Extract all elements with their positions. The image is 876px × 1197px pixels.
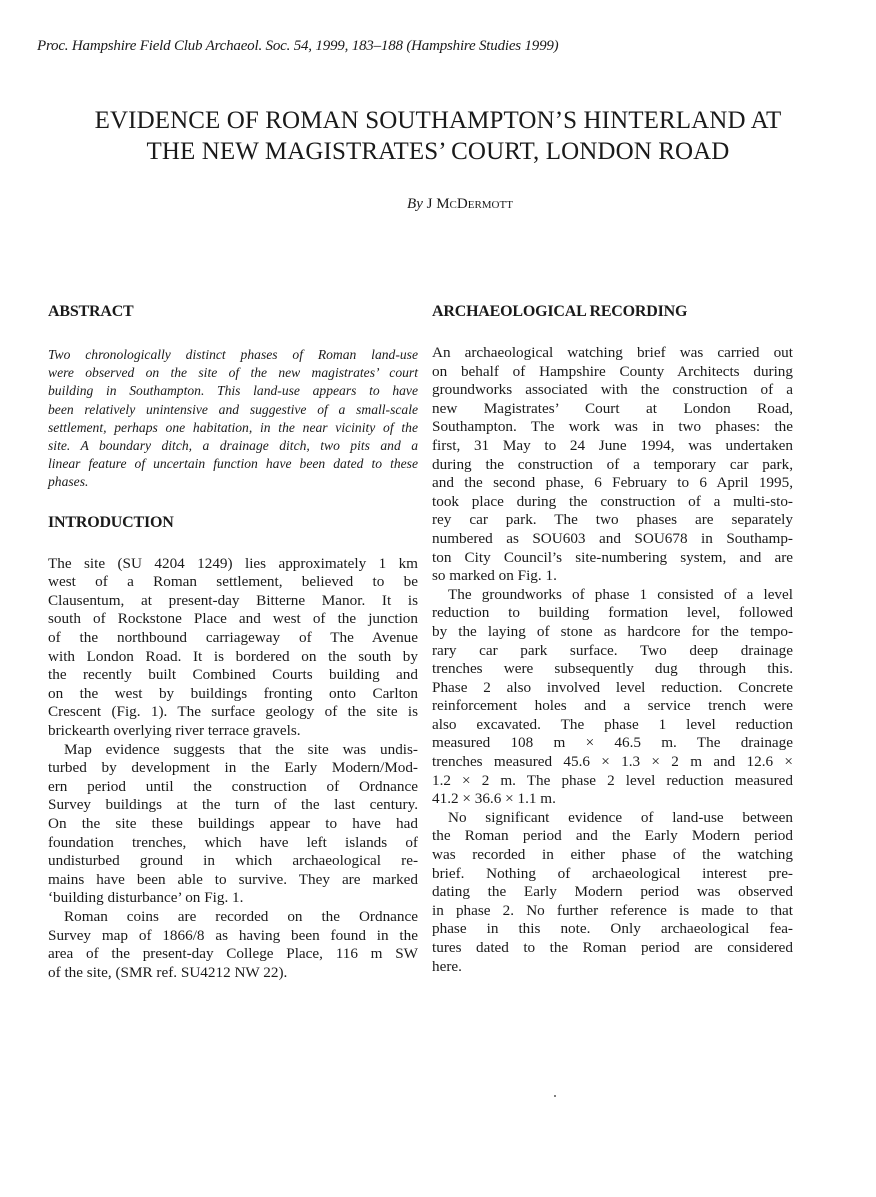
recording-paragraph xyxy=(432,586,793,809)
abstract-line: settlement, perhaps one habitation, in the near vicinity of the xyxy=(48,419,418,435)
text-line: took place during the construction of a multi-sto- xyxy=(432,492,793,510)
text-line: of the northbound carriageway of The Avenue xyxy=(48,629,418,646)
text-line: Survey map of 1866/8 as having been found in the xyxy=(48,926,418,944)
text-line: measured 108 m × 46.5 m. The drainage xyxy=(432,734,793,752)
introduction-paragraph xyxy=(48,741,418,908)
text-line: area of the present-day College Place, 116 m SW xyxy=(48,945,418,963)
article-title xyxy=(30,105,846,167)
text-line: so marked on Fig. 1. xyxy=(432,567,557,585)
text-line: first, 31 May to 24 June 1994, was undertaken xyxy=(432,436,793,454)
text-line: groundworks associated with the construction of a xyxy=(432,381,793,399)
text-line: during the construction of a temporary car park, xyxy=(432,455,793,473)
abstract-line: Two chronologically distinct phases of Roman land-use xyxy=(48,347,418,362)
text-line: brickearth overlying river terrace gravels. xyxy=(48,721,301,739)
text-line: south of Rockstone Place and west of the junction xyxy=(48,610,418,628)
abstract-line: building in Southampton. This land-use appears to have xyxy=(48,383,418,399)
text-line: On the site these buildings appear to have had xyxy=(48,814,418,832)
text-line: turbed by development in the Early Modern/Mod- xyxy=(48,759,418,777)
abstract-line: linear feature of uncertain function have been dated to these xyxy=(48,456,418,472)
text-line: Crescent (Fig. 1). The surface geology of the site is xyxy=(48,703,418,721)
right-column xyxy=(432,302,793,976)
text-line: rey car park. The two phases are separately xyxy=(432,511,793,529)
recording-paragraph xyxy=(432,344,793,586)
text-line: dating the Early Modern period was observed xyxy=(432,883,793,901)
text-line: mains have been able to survive. They are marked xyxy=(48,870,418,888)
abstract-line: phases. xyxy=(48,474,89,490)
abstract-text xyxy=(48,346,418,492)
text-line: trenches were subsequently dug through this. xyxy=(432,660,793,678)
introduction-paragraph xyxy=(48,908,418,982)
byline xyxy=(0,196,876,213)
text-line: Phase 2 also involved level reduction. Concrete xyxy=(432,678,793,696)
text-line: rary car park surface. Two deep drainage xyxy=(432,641,793,659)
text-line: undisturbed ground in which archaeological re- xyxy=(48,852,418,870)
text-line: foundation trenches, which have left islands of xyxy=(48,833,418,851)
text-line: of the site, (SMR ref. SU4212 NW 22). xyxy=(48,963,288,981)
text-line: 41.2 × 36.6 × 1.1 m. xyxy=(432,790,556,808)
byline-prefix: By xyxy=(407,196,423,212)
text-line: trenches measured 45.6 × 1.3 × 2 m and 12.6 × xyxy=(432,753,793,771)
text-line: An archaeological watching brief was carried out xyxy=(432,344,793,361)
text-line: ern period until the construction of Ordnance xyxy=(48,777,418,795)
text-line: in phase 2. No further reference is made to that xyxy=(432,901,793,919)
text-line: ‘building disturbance’ on Fig. 1. xyxy=(48,889,244,907)
text-line: reinforcement holes and a service trench were xyxy=(432,697,793,715)
text-line: tures dated to the Roman period are considered xyxy=(432,939,793,956)
text-line: by the laying of stone as hardcore for the tempo- xyxy=(432,622,793,640)
abstract-line: site. A boundary ditch, a drainage ditch, two pits and a xyxy=(48,438,418,454)
title-line: EVIDENCE OF ROMAN SOUTHAMPTON’S HINTERLAND AT xyxy=(94,107,782,134)
abstract-line: been relatively unintensive and suggestive of a small-scale xyxy=(48,401,418,417)
text-line: was recorded in either phase of the watching xyxy=(432,846,793,864)
text-line: Map evidence suggests that the site was undis- xyxy=(64,740,418,758)
introduction-paragraph xyxy=(48,555,418,741)
running-head: Proc. Hampshire Field Club Archaeol. Soc. 54, 1999, 183–188 (Hampshire Studies 1999) xyxy=(37,38,559,54)
introduction-heading: INTRODUCTION xyxy=(48,513,174,531)
recording-heading: ARCHAEOLOGICAL RECORDING xyxy=(432,303,688,320)
text-line: The site (SU 4204 1249) lies approximately 1 km xyxy=(48,554,418,572)
page-speck xyxy=(554,1095,556,1097)
text-line: ton City Council’s site-numbering system, and are xyxy=(432,548,793,566)
abstract-line: were observed on the site of the new magistrates’ court xyxy=(48,365,418,381)
text-line: No significant evidence of land-use between xyxy=(448,808,793,826)
text-line: west of a Roman settlement, believed to be xyxy=(48,573,418,591)
text-line: here. xyxy=(432,957,462,975)
text-line: Survey buildings at the turn of the last century. xyxy=(48,796,418,814)
text-line: with London Road. It is bordered on the south by xyxy=(48,647,418,665)
text-line: reduction to building formation level, followed xyxy=(432,604,793,622)
text-line: The groundworks of phase 1 consisted of a level xyxy=(448,585,793,603)
text-line: the recently built Combined Courts building and xyxy=(48,666,418,684)
text-line: Clausentum, at present-day Bitterne Manor. It is xyxy=(48,591,418,609)
text-line: also excavated. The phase 1 level reduction xyxy=(432,715,793,733)
title-line: THE NEW MAGISTRATES’ COURT, LONDON ROAD xyxy=(146,138,730,165)
left-column xyxy=(48,302,418,982)
abstract-heading: ABSTRACT xyxy=(48,303,134,320)
text-line: numbered as SOU603 and SOU678 in Southamp- xyxy=(432,529,793,547)
text-line: Roman coins are recorded on the Ordnance xyxy=(64,907,418,925)
text-line: phase in this note. Only archaeological fea- xyxy=(432,920,793,938)
text-line: on the west by buildings fronting onto Carlton xyxy=(48,684,418,702)
text-line: and the second phase, 6 February to 6 April 1995, xyxy=(432,474,793,492)
text-line: 1.2 × 2 m. The phase 2 level reduction measured xyxy=(432,771,793,789)
text-line: Southampton. The work was in two phases: the xyxy=(432,418,793,436)
text-line: the Roman period and the Early Modern period xyxy=(432,827,793,845)
text-line: on behalf of Hampshire County Architects during xyxy=(432,362,793,380)
text-line: new Magistrates’ Court at London Road, xyxy=(432,399,793,417)
author-name: J McDermott xyxy=(426,196,513,212)
recording-paragraph xyxy=(432,809,793,976)
text-line: brief. Nothing of archaeological interest pre- xyxy=(432,864,793,882)
